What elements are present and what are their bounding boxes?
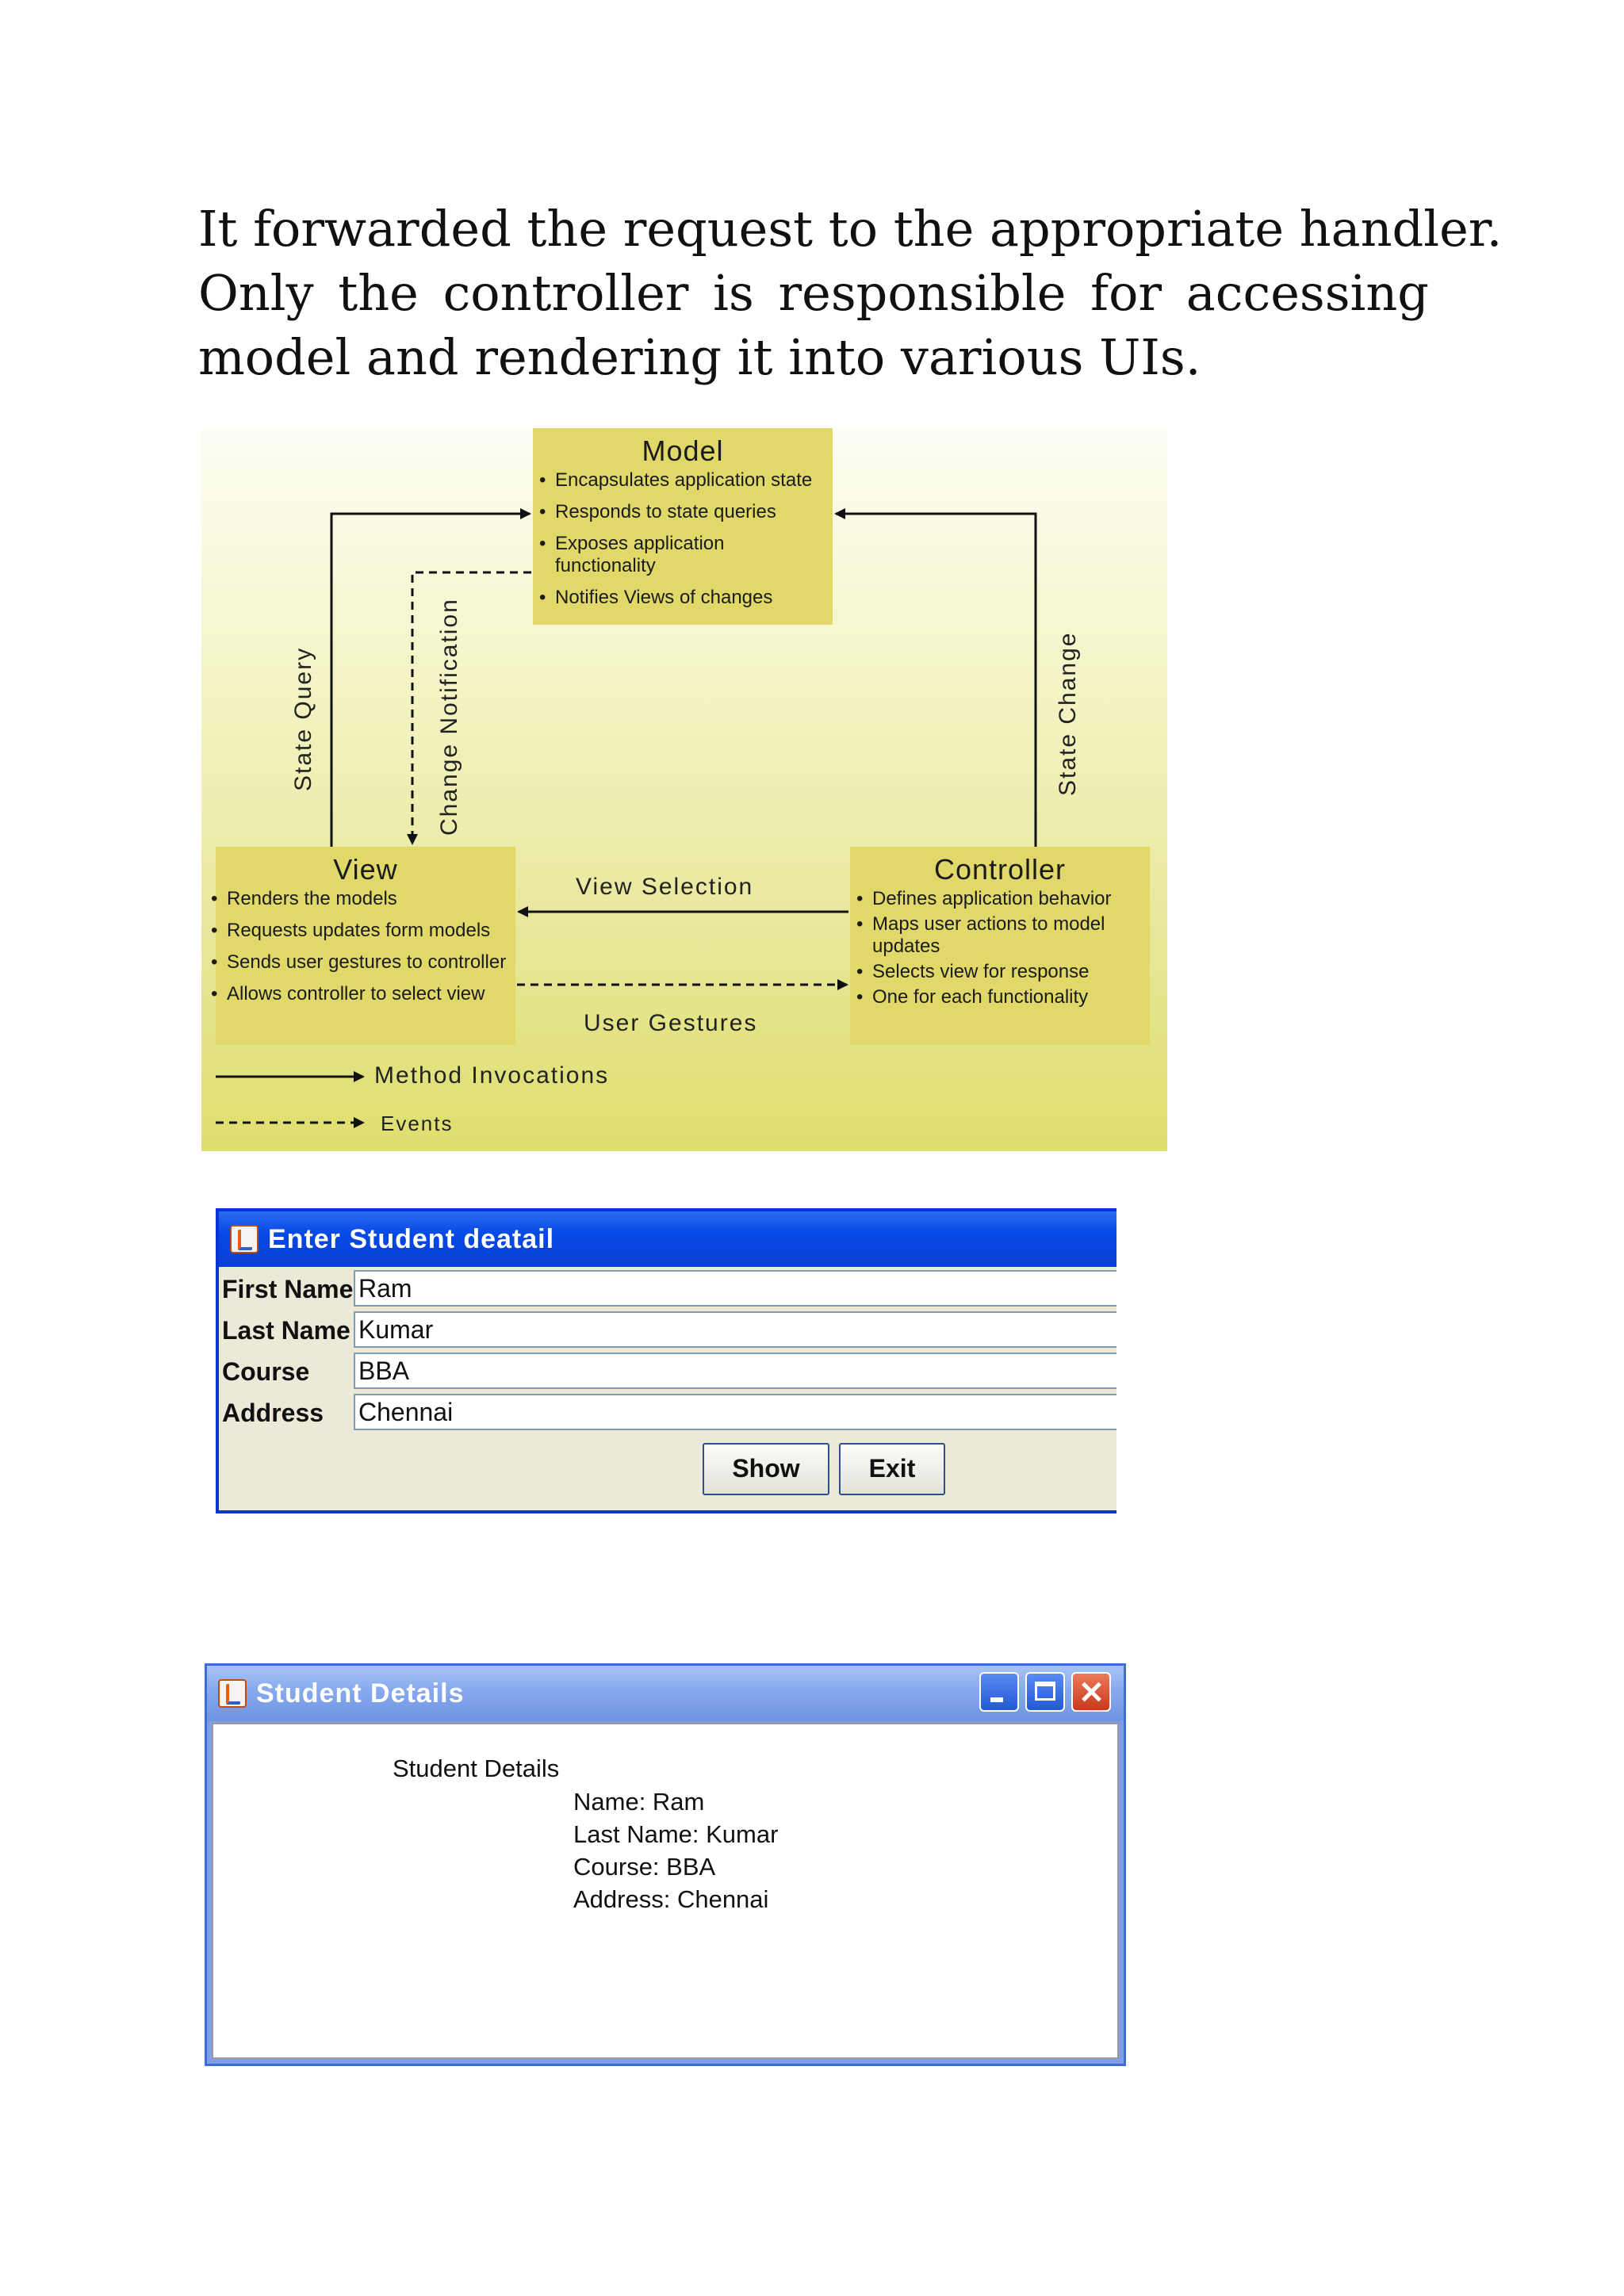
minimize-button[interactable] (979, 1672, 1019, 1712)
list-item: • Requests updates form models (227, 920, 515, 942)
list-item: • Maps user actions to model (872, 913, 1150, 936)
legend-events: Events (381, 1112, 454, 1135)
detail-name: Name: Ram (573, 1788, 705, 1816)
form-row-last-name (219, 1311, 1116, 1351)
paragraph-line-2 (198, 261, 1429, 325)
list-item-continuation: functionality (555, 555, 656, 576)
window-title: Student Details (256, 1678, 465, 1709)
list-item: • Responds to state queries (555, 501, 833, 523)
word: is (713, 264, 754, 322)
state-query-arrow (331, 514, 530, 847)
user-gestures-label: User Gestures (584, 1010, 758, 1036)
list-item: • Exposes application (555, 533, 833, 555)
legend-method-invocations: Method Invocations (374, 1062, 610, 1089)
show-button[interactable]: Show (703, 1443, 829, 1495)
paragraph-line-1: It forwarded the request to the appropriate handler. (198, 200, 1503, 258)
first-name-label: First Name (222, 1275, 354, 1303)
enter-student-window (216, 1208, 1116, 1513)
list-item: • Renders the models (227, 888, 515, 910)
last-name-label: Last Name (222, 1316, 350, 1345)
detail-course: Course: BBA (573, 1853, 716, 1881)
address-label: Address (222, 1399, 324, 1427)
word: controller (442, 264, 689, 322)
word: responsible (778, 264, 1067, 322)
list-item: • Encapsulates application state (555, 469, 833, 492)
window-title: Enter Student deatail (268, 1223, 555, 1254)
list-item: • Allows controller to select view (227, 983, 515, 1005)
course-field[interactable]: BBA (354, 1353, 1116, 1389)
mvc-diagram (201, 428, 1167, 1151)
java-icon (230, 1225, 259, 1253)
first-name-field[interactable]: Ram (354, 1270, 1116, 1307)
word: Only (198, 264, 314, 322)
java-icon (218, 1679, 247, 1708)
controller-list (850, 888, 1150, 1008)
detail-last-name: Last Name: Kumar (573, 1820, 779, 1848)
view-selection-label: View Selection (576, 874, 754, 900)
change-notification-label: Change Notification (436, 598, 462, 836)
view-list (216, 888, 515, 1005)
word: accessing (1185, 264, 1429, 322)
paragraph-line-3: model and rendering it into various UIs. (198, 328, 1201, 386)
state-query-label: State Query (290, 646, 316, 791)
list-item: • Sends user gestures to controller (227, 951, 515, 974)
controller-title: Controller (933, 853, 1067, 886)
model-box (533, 428, 833, 625)
list-item: • One for each functionality (872, 986, 1150, 1008)
model-title: Model (642, 434, 724, 467)
student-details-window (205, 1663, 1126, 2066)
detail-address: Address: Chennai (573, 1885, 769, 1913)
window-titlebar[interactable] (207, 1666, 1124, 1721)
list-item: • Notifies Views of changes (555, 587, 833, 609)
list-item: • Selects view for response (872, 961, 1150, 983)
body-paragraph (198, 197, 1503, 389)
form-row-address (219, 1394, 1116, 1433)
state-change-label: State Change (1055, 631, 1081, 796)
controller-box (850, 847, 1150, 1045)
list-item: • Defines application behavior (872, 888, 1150, 910)
list-item-continuation: updates (872, 936, 940, 957)
form-row-course (219, 1353, 1116, 1392)
close-button[interactable] (1071, 1672, 1111, 1712)
view-box (216, 847, 515, 1045)
word: for (1090, 264, 1162, 322)
maximize-button[interactable] (1025, 1672, 1065, 1712)
state-change-arrow (836, 514, 1036, 847)
window-titlebar[interactable] (219, 1211, 1116, 1267)
course-label: Course (222, 1357, 310, 1386)
details-content (212, 1723, 1119, 2059)
details-heading: Student Details (393, 1755, 560, 1782)
address-field[interactable]: Chennai (354, 1394, 1116, 1430)
change-notification-arrow (412, 572, 531, 844)
model-list (533, 469, 833, 609)
exit-button[interactable]: Exit (839, 1443, 945, 1495)
view-title: View (333, 853, 398, 886)
last-name-field[interactable]: Kumar (354, 1311, 1116, 1348)
word: the (338, 264, 419, 322)
form-row-first-name (219, 1270, 1116, 1310)
